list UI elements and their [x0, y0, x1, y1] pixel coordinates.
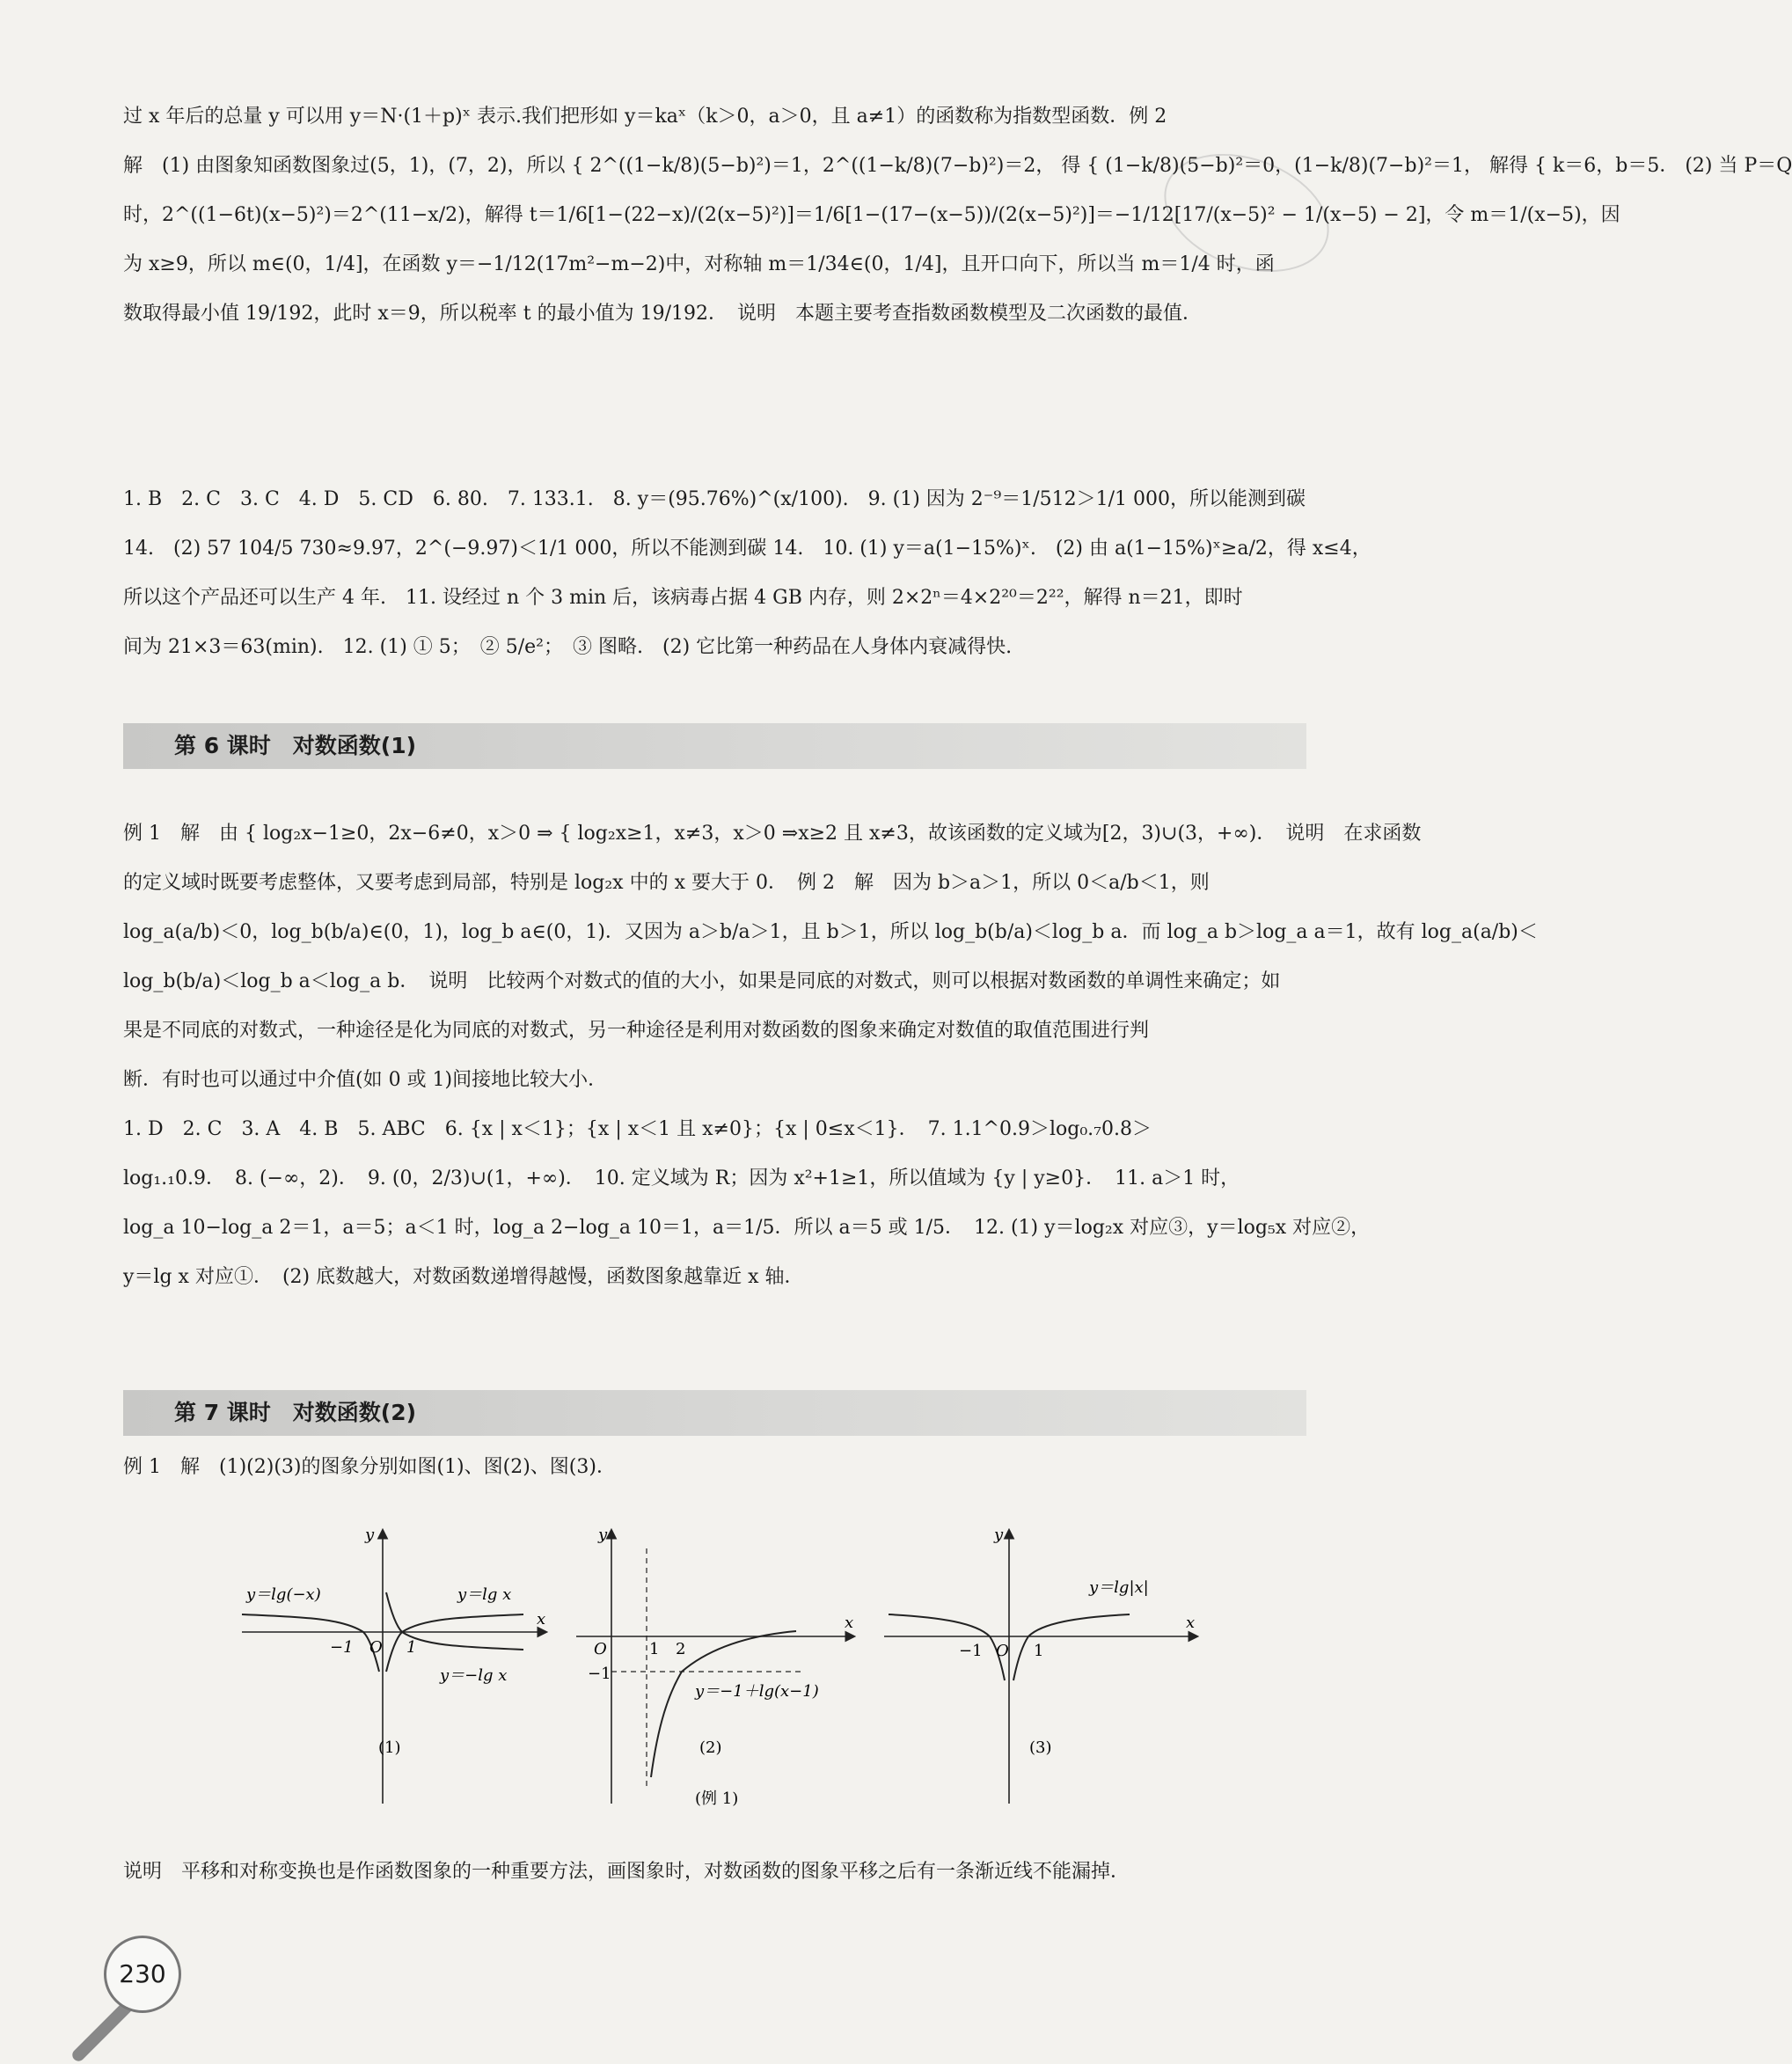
text-line: log_a(a/b)＜0，log_b(b/a)∈(0，1)，log_b a∈(0，1)．又因为 a＞b/a＞1，且 b＞1，所以 log_b(b/a)＜log_b a．而 log_a b＞log_a a＝1，故有 log_a(a/b)＜	[123, 921, 1538, 943]
figure-group-caption: (例 1)	[695, 1790, 739, 1808]
text-line: 14. (2) 57 104/5 730≈9.97，2^(−9.97)＜1/1 000，所以不能测到碳 14. 10. (1) y＝a(1−15%)ˣ. (2) 由 a(1−15%)ˣ≥a/2，得 x≤4，	[123, 538, 1371, 560]
text-line: 果是不同底的对数式，一种途径是化为同底的对数式，另一种途径是利用对数函数的图象来确定对数值的取值范围进行判	[123, 1020, 1150, 1042]
figures-svg	[238, 1522, 1223, 1812]
fig2-y-axis-label: y	[598, 1526, 608, 1544]
fig1-tick-minus1: −1	[330, 1638, 354, 1657]
lesson7-title: 第 7 课时 对数函数(2)	[174, 1400, 417, 1425]
section-top	[123, 92, 1792, 339]
text-line: 数取得最小值 19/192，此时 x＝9，所以税率 t 的最小值为 19/192． 说明 本题主要考查指数函数模型及二次函数的最值．	[123, 303, 1203, 325]
lesson6-banner	[123, 723, 1306, 769]
figure-1	[242, 1526, 545, 1804]
text-line: log_b(b/a)＜log_b a＜log_a b． 说明 比较两个对数式的值的大小，如果是同底的对数式，则可以根据对数函数的单调性来确定；如	[123, 970, 1281, 992]
figure-2	[576, 1526, 853, 1804]
text-line: 断．有时也可以通过中介值(如 0 或 1)间接地比较大小．	[123, 1069, 608, 1091]
fig2-tick-1: 1	[649, 1640, 660, 1658]
fig3-x-axis-label: x	[1186, 1614, 1196, 1632]
fig3-tick-minus1: −1	[959, 1642, 983, 1660]
fig2-tick-minus1: −1	[588, 1665, 611, 1683]
fig3-curve-label: y＝lg|x|	[1089, 1578, 1149, 1597]
fig1-label-right: y＝lg x	[457, 1585, 512, 1604]
fig1-caption: (1)	[378, 1738, 401, 1757]
text-line: 时，2^((1−6t)(x−5)²)＝2^(11−x/2)，解得 t＝1/6[1−(22−x)/(2(x−5)²)]＝1/6[1−(17−(x−5))/(2(x−5)²)]＝−1/12[17/(x−5)² − 1/(x−5) − 2]，令 m＝1/(x−5)，因	[123, 204, 1620, 226]
figure-3	[884, 1526, 1196, 1804]
text-line: 例 1 解 由 { log₂x−1≥0，2x−6≠0，x＞0 ⇒ { log₂x≥1，x≠3，x＞0 ⇒x≥2 且 x≠3，故该函数的定义域为[2，3)∪(3，+∞)． 说明 在求函数	[123, 823, 1422, 845]
lesson7-note	[123, 1848, 1306, 1897]
text-line: 1. D 2. C 3. A 4. B 5. ABC 6. {x | x＜1}；{x | x＜1 且 x≠0}；{x | 0≤x＜1}． 7. 1.1^0.9＞log₀.₇0.8＞	[123, 1118, 1152, 1140]
page-number: 230	[104, 1936, 181, 2013]
fig2-caption: (2)	[699, 1738, 722, 1757]
text-line: 为 x≥9，所以 m∈(0，1/4]，在函数 y＝−1/12(17m²−m−2)中，对称轴 m＝1/34∈(0，1/4]，且开口向下，所以当 m＝1/4 时，函	[123, 253, 1275, 275]
text-line: log_a 10−log_a 2＝1，a＝5；a＜1 时，log_a 2−log_a 10＝1，a＝1/5．所以 a＝5 或 1/5． 12. (1) y＝log₂x 对应③，y＝log₅x 对应②，	[123, 1217, 1371, 1239]
fig3-origin-label: O	[996, 1642, 1009, 1660]
fig2-curve-label: y＝−1＋lg(x−1)	[695, 1682, 819, 1701]
text-line: 例 1 解 (1)(2)(3)的图象分别如图(1)、图(2)、图(3)．	[123, 1456, 616, 1478]
fig2-origin-label: O	[594, 1640, 607, 1658]
fig1-x-axis-label: x	[537, 1610, 546, 1629]
fig1-label-neg: y＝−lg x	[440, 1666, 508, 1685]
fig3-caption: (3)	[1029, 1738, 1052, 1757]
fig2-x-axis-label: x	[845, 1614, 854, 1632]
text-line: y＝lg x 对应①． (2) 底数越大，对数函数递增得越慢，函数图象越靠近 x 轴．	[123, 1266, 804, 1288]
text-line: 说明 平移和对称变换也是作函数图象的一种重要方法，画图象时，对数函数的图象平移之后有一条渐近线不能漏掉．	[123, 1861, 1130, 1883]
lesson7-intro	[123, 1443, 1306, 1492]
text-line: 所以这个产品还可以生产 4 年. 11. 设经过 n 个 3 min 后，该病毒占据 4 GB 内存，则 2×2ⁿ＝4×2²⁰＝2²²，解得 n＝21，即时	[123, 587, 1243, 609]
lesson7-banner	[123, 1390, 1306, 1436]
fig3-y-axis-label: y	[994, 1526, 1004, 1544]
lesson6-body	[123, 809, 1538, 1302]
fig2-tick-2: 2	[676, 1640, 686, 1658]
text-line: 的定义域时既要考虑整体，又要考虑到局部，特别是 log₂x 中的 x 要大于 0． 例 2 解 因为 b＞a＞1，所以 0＜a/b＜1，则	[123, 872, 1210, 894]
text-line: 间为 21×3＝63(min). 12. (1) ① 5； ② 5/e²； ③ 图略. (2) 它比第一种药品在人身体内衰减得快.	[123, 636, 1013, 658]
text-line: log₁.₁0.9． 8. (−∞，2)． 9. (0，2/3)∪(1，+∞)． 10. 定义域为 R；因为 x²+1≥1，所以值域为 {y | y≥0}． 11. a＞1 时，	[123, 1167, 1240, 1189]
fig1-tick-1: 1	[406, 1638, 417, 1657]
text-line: 过 x 年后的总量 y 可以用 y＝N·(1＋p)ˣ 表示.我们把形如 y＝kaˣ（k＞0，a＞0，且 a≠1）的函数称为指数型函数．例 2	[123, 106, 1167, 128]
fig1-label-left: y＝lg(−x)	[246, 1585, 321, 1604]
lesson6-title: 第 6 课时 对数函数(1)	[174, 733, 417, 758]
fig3-tick-1: 1	[1034, 1642, 1044, 1660]
fig1-origin-label: O	[369, 1638, 383, 1657]
text-line: 解 (1) 由图象知函数图象过(5，1)，(7，2)，所以 { 2^((1−k/8)(5−b)²)＝1，2^((1−k/8)(7−b)²)＝2， 得 { (1−k/8)(5−b)²＝0，(1−k/8)(7−b)²＝1， 解得 { k＝6，b＝5． (2) 当 P＝Q	[123, 155, 1792, 177]
answers-block-1	[123, 475, 1371, 672]
text-line: 1. B 2. C 3. C 4. D 5. CD 6. 80. 7. 133.1. 8. y＝(95.76%)^(x/100). 9. (1) 因为 2⁻⁹＝1/512＞1/1 000，所以能测到碳	[123, 488, 1306, 510]
example-figures	[238, 1522, 1223, 1812]
fig1-y-axis-label: y	[365, 1526, 375, 1544]
